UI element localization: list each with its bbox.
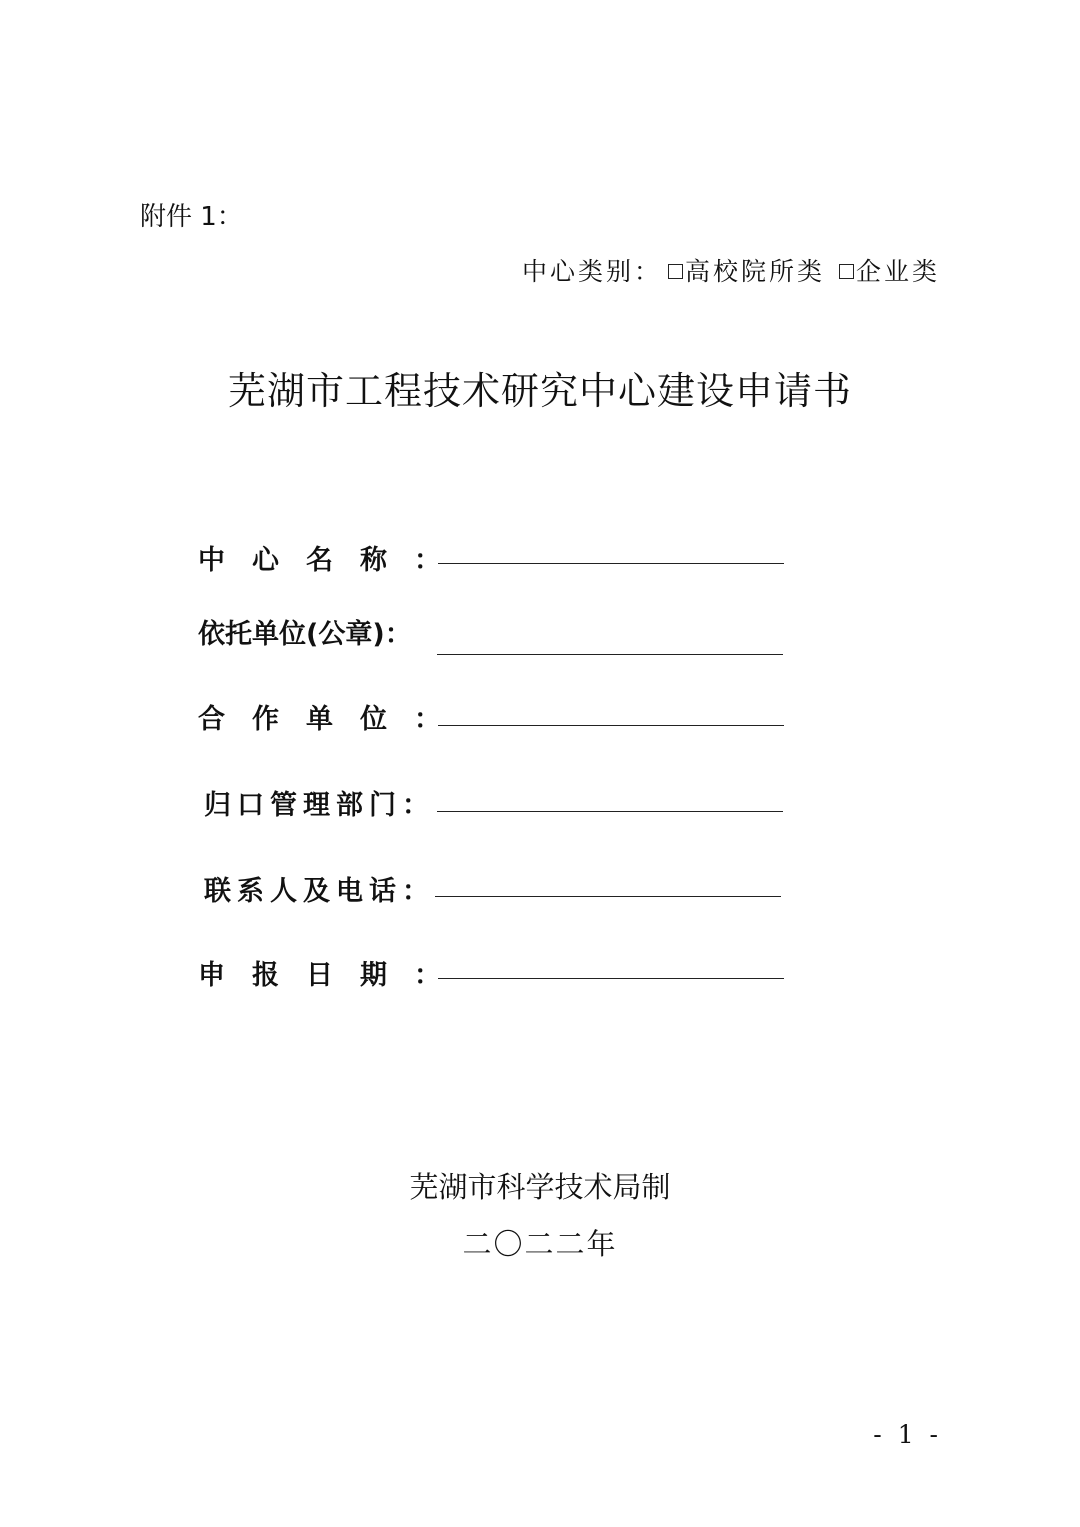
management-dept-input-line[interactable] [437,811,783,812]
field-label-contact: 联系人及电话： [204,876,429,907]
category-label: 中心类别： [521,257,662,286]
field-label-partner-unit: 合作单位： [198,704,441,735]
checkbox-enterprise[interactable] [839,264,854,279]
field-label-host-unit: 依托单位(公章)： [198,619,412,650]
page-number: - 1 - [873,1420,942,1449]
attachment-label: 附件 1： [140,202,243,232]
issuer: 芜湖市科学技术局制 [409,1170,671,1204]
center-name-input-line[interactable] [438,563,784,564]
category-option-enterprise: 企业类 [855,257,940,286]
partner-unit-input-line[interactable] [438,725,784,726]
host-unit-input-line[interactable] [437,654,783,655]
apply-date-input-line[interactable] [438,978,784,979]
contact-input-line[interactable] [435,896,781,897]
category-option-university: 高校院所类 [684,257,825,286]
center-category [522,252,940,288]
field-label-apply-date: 申报日期： [198,960,441,991]
issue-year: 二〇二二年 [462,1227,618,1261]
field-label-center-name: 中心名称： [198,545,441,576]
checkbox-university[interactable] [668,264,683,279]
document-title: 芜湖市工程技术研究中心建设申请书 [227,369,852,413]
field-label-management-dept: 归口管理部门： [204,790,429,821]
